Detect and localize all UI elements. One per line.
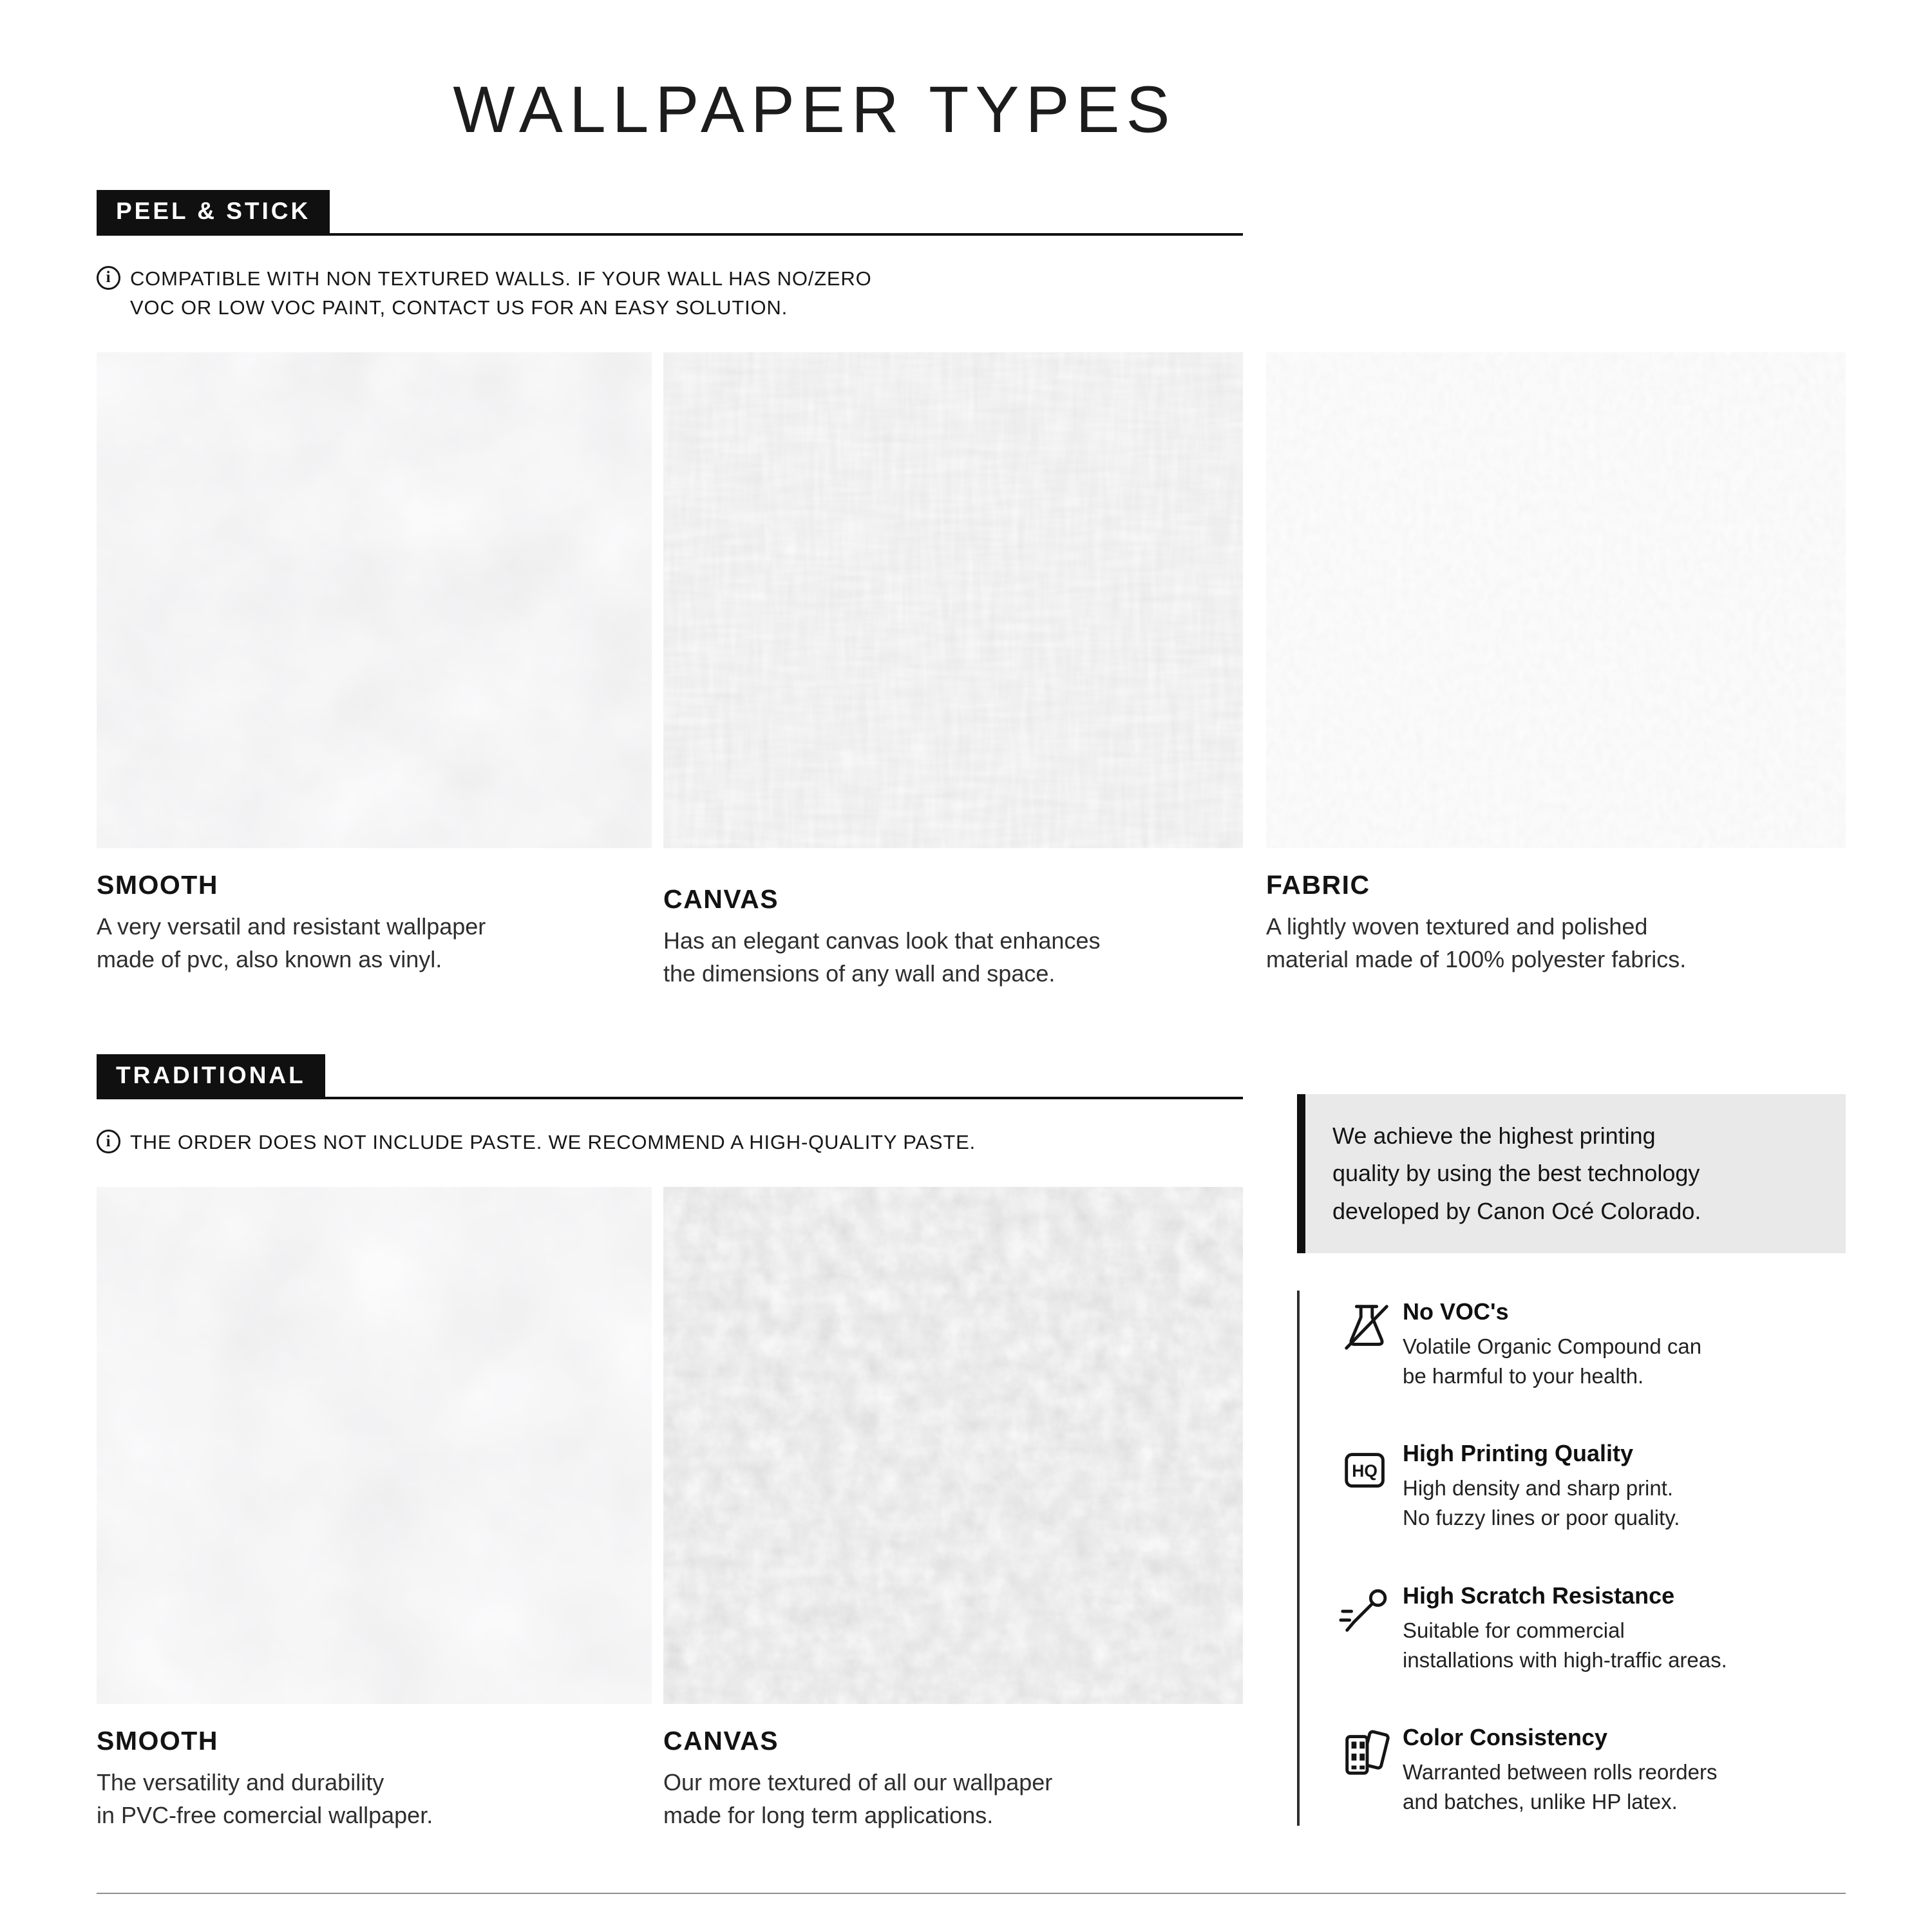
- desc-line: made of pvc, also known as vinyl.: [97, 945, 442, 972]
- swatch-card-fabric: [1266, 352, 1846, 990]
- feature-description: [1403, 1616, 1727, 1675]
- swatch-card-canvas: [663, 352, 1243, 990]
- hq-icon-label: HQ: [1352, 1461, 1378, 1481]
- no-voc-icon: [1338, 1298, 1403, 1391]
- scratch-resistance-icon: [1338, 1582, 1403, 1675]
- peel-stick-swatches: [97, 352, 1846, 990]
- feature-high-printing-quality: [1338, 1440, 1846, 1533]
- quality-line: developed by Canon Océ Colorado.: [1332, 1197, 1701, 1224]
- page-title: WALLPAPER TYPES: [453, 73, 1177, 146]
- swatch-title: CANVAS: [663, 884, 779, 914]
- desc-line: and batches, unlike HP latex.: [1403, 1790, 1678, 1814]
- peel-stick-note: [97, 264, 1846, 323]
- peel-stick-section: [97, 190, 1846, 990]
- bottom-row: [97, 1054, 1846, 1832]
- canvas-traditional-texture-image: [663, 1187, 1243, 1704]
- feature-scratch-resistance: [1338, 1582, 1846, 1675]
- peel-stick-header-rule: [97, 190, 1243, 236]
- feature-description: [1403, 1473, 1680, 1533]
- peel-stick-note-text: [130, 264, 872, 323]
- feature-color-consistency: [1338, 1724, 1846, 1817]
- swatch-card-smooth-traditional: [97, 1187, 652, 1832]
- feature-text: [1403, 1724, 1718, 1817]
- info-icon: i: [97, 266, 120, 290]
- traditional-note-text: [130, 1128, 976, 1157]
- swatch-card-smooth: [97, 352, 652, 990]
- desc-line: No fuzzy lines or poor quality.: [1403, 1506, 1680, 1530]
- feature-text: [1403, 1298, 1701, 1391]
- traditional-badge: TRADITIONAL: [97, 1054, 325, 1097]
- note-line: VOC OR LOW VOC PAINT, CONTACT US FOR AN EASY SOLUTION.: [130, 296, 788, 319]
- swatch-description: [663, 924, 1243, 990]
- swatch-title: SMOOTH: [97, 1726, 218, 1756]
- desc-line: The versatility and durability: [97, 1769, 384, 1795]
- content: [0, 190, 1932, 1894]
- traditional-header-rule: [97, 1054, 1243, 1100]
- desc-line: Our more textured of all our wallpaper: [663, 1769, 1053, 1795]
- quality-line: quality by using the best technology: [1332, 1160, 1700, 1187]
- desc-line: be harmful to your health.: [1403, 1364, 1644, 1388]
- note-line: THE ORDER DOES NOT INCLUDE PASTE. WE RECOMMEND A HIGH-QUALITY PASTE.: [130, 1131, 976, 1154]
- swatch-description: [97, 910, 652, 976]
- header: [0, 0, 1629, 147]
- desc-line: A lightly woven textured and polished: [1266, 913, 1648, 940]
- smooth-texture-image: [97, 352, 652, 848]
- desc-line: in PVC-free comercial wallpaper.: [97, 1802, 433, 1829]
- traditional-section: [97, 1054, 1243, 1832]
- note-line: COMPATIBLE WITH NON TEXTURED WALLS. IF YOUR WALL HAS NO/ZERO: [130, 267, 872, 290]
- swatch-description: [1266, 910, 1846, 976]
- feature-text: [1403, 1582, 1727, 1675]
- feature-title: High Scratch Resistance: [1403, 1582, 1675, 1609]
- traditional-swatches: [97, 1187, 1243, 1832]
- swatch-description: [663, 1766, 1243, 1832]
- desc-line: Warranted between rolls reorders: [1403, 1759, 1718, 1784]
- traditional-note: [97, 1128, 1243, 1157]
- desc-line: material made of 100% polyester fabrics.: [1266, 945, 1687, 972]
- desc-line: installations with high-traffic areas.: [1403, 1647, 1727, 1672]
- feature-title: High Printing Quality: [1403, 1440, 1633, 1467]
- swatch-description: [97, 1766, 652, 1832]
- desc-line: made for long term applications.: [663, 1802, 994, 1829]
- fabric-texture-image: [1266, 352, 1846, 848]
- canvas-texture-image: [663, 352, 1243, 848]
- desc-line: Suitable for commercial: [1403, 1618, 1625, 1642]
- feature-description: [1403, 1757, 1718, 1817]
- color-consistency-icon: [1338, 1724, 1403, 1817]
- desc-line: the dimensions of any wall and space.: [663, 960, 1056, 987]
- swatch-title: CANVAS: [663, 1726, 779, 1756]
- feature-text: [1403, 1440, 1680, 1533]
- feature-title: No VOC's: [1403, 1298, 1509, 1325]
- swatch-title: FABRIC: [1266, 869, 1370, 900]
- quality-sidebar: [1297, 1054, 1846, 1832]
- feature-title: Color Consistency: [1403, 1723, 1608, 1750]
- desc-line: Has an elegant canvas look that enhances: [663, 927, 1101, 954]
- desc-line: Volatile Organic Compound can: [1403, 1334, 1702, 1358]
- quality-line: We achieve the highest printing: [1332, 1122, 1656, 1149]
- swatch-title: SMOOTH: [97, 869, 218, 900]
- footer-divider: [97, 1893, 1846, 1894]
- feature-no-voc: [1338, 1298, 1846, 1391]
- info-icon: i: [97, 1130, 120, 1153]
- feature-list: [1297, 1291, 1846, 1826]
- hq-icon: [1338, 1440, 1403, 1533]
- desc-line: A very versatil and resistant wallpaper: [97, 913, 486, 940]
- peel-stick-badge: PEEL & STICK: [97, 190, 330, 233]
- desc-line: High density and sharp print.: [1403, 1476, 1674, 1501]
- printing-quality-callout: [1297, 1094, 1846, 1253]
- swatch-card-canvas-traditional: [663, 1187, 1243, 1832]
- feature-description: [1403, 1332, 1701, 1391]
- smooth-traditional-texture-image: [97, 1187, 652, 1704]
